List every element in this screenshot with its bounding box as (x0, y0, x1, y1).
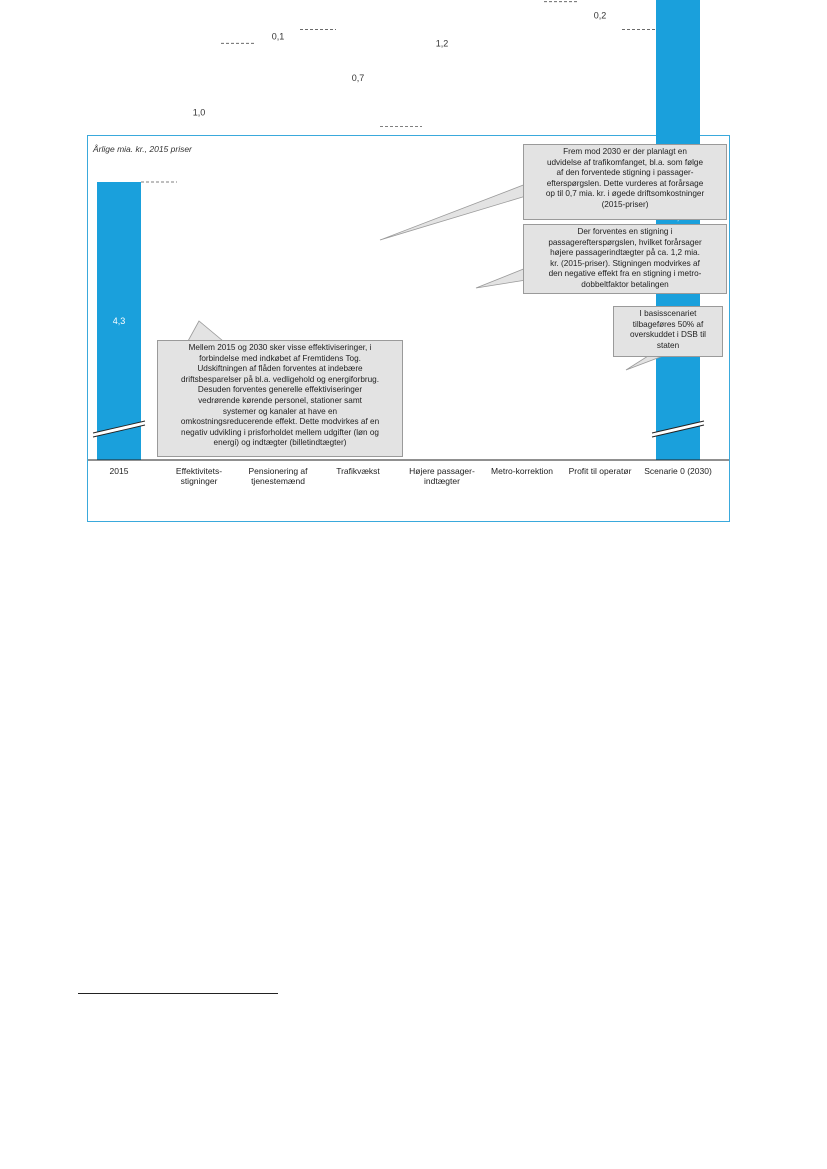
x-tick-label: Højere passager- (409, 466, 475, 476)
note-line: Udskiftningen af flåden forventes at indebære (197, 364, 363, 374)
note-line: højere passagerindtægter på ca. 1,2 mia. (550, 248, 700, 258)
data-label: 1,0 (192, 107, 206, 118)
data-label: 4,3 (112, 316, 126, 326)
chart-subtitle: Årlige mia. kr., 2015 priser (93, 144, 192, 154)
note-effektivitet (157, 340, 403, 457)
x-tick-label: indtægter (424, 476, 460, 486)
note-line: efterspørgslen. Dette vurderes at forårsage (546, 178, 704, 188)
data-label: 0,2 (593, 10, 607, 21)
note-line: den negative effekt fra en stigning i metro- (548, 269, 702, 279)
x-tick-label: Trafikvækst (336, 466, 380, 476)
note-line: passagerefterspørgslen, hvilket forårsager (548, 237, 702, 247)
note-line: staten (656, 340, 680, 350)
note-line: Desuden forventes generelle effektiviseringer (197, 385, 363, 395)
note-line: af den forventede stigning i passager- (556, 168, 694, 178)
note-passager (523, 224, 727, 294)
x-tick-label: Metro-korrektion (491, 466, 553, 476)
data-label: 1,2 (435, 38, 449, 49)
note-line: (2015-priser) (601, 199, 649, 209)
note-line: I basisscenariet (639, 309, 697, 318)
note-line: udvidelse af trafikomfanget, bl.a. som følge (546, 157, 704, 167)
note-line: dobbeltfaktor betalingen (581, 279, 669, 289)
note-line: Frem mod 2030 er der planlagt en (563, 147, 687, 156)
note-line: tilbageføres 50% af (632, 319, 704, 329)
data-label: 0,1 (271, 31, 285, 42)
chart-frame (87, 10, 730, 522)
x-tick-label: Profit til operatør (568, 466, 632, 476)
note-line: vedrørende kørende personel, stationer samt (198, 395, 362, 405)
data-label: 0,7 (351, 72, 365, 83)
x-tick-label: Scenarie 0 (2030) (644, 466, 712, 476)
x-tick-label: Effektivitets- (175, 466, 223, 476)
note-line: driftsbesparelser på bl.a. vedligehold og energiforbrug. (181, 374, 379, 384)
note-line: energi) og indtægter (billetindtægter) (213, 438, 347, 448)
note-trafikvaekst (523, 144, 727, 220)
note-line: op til 0,7 mia. kr. i øgede driftsomkostninger (545, 189, 705, 199)
callout-pointer-effektivitet (188, 321, 223, 341)
x-tick-label: 2015 (109, 466, 129, 476)
note-line: negativ udvikling i prisforholdet mellem udgifter (løn og (181, 427, 379, 437)
note-line: omkostningsreducerende effekt. Dette modvirkes af en (180, 417, 380, 427)
note-line: systemer og kanaler at have en (222, 406, 338, 416)
note-line: Mellem 2015 og 2030 sker visse effektiviseringer, i (188, 343, 372, 352)
note-line: forbindelse med indkøbet af Fremtidens Tog. (199, 353, 361, 363)
x-tick-label: stigninger (180, 476, 218, 486)
x-tick-label: tjenestemænd (251, 476, 305, 486)
callout-pointer-trafikvaekst (380, 184, 526, 240)
note-line: overskuddet i DSB til (630, 330, 706, 340)
note-line: kr. (2015-priser). Stigningen modvirkes af (550, 258, 700, 268)
x-tick-label: Pensionering af (248, 466, 308, 476)
note-profit (613, 306, 723, 357)
note-line: Der forventes en stigning i (577, 227, 673, 236)
footnote-rule (78, 993, 278, 994)
callout-pointer-passager (476, 268, 526, 288)
